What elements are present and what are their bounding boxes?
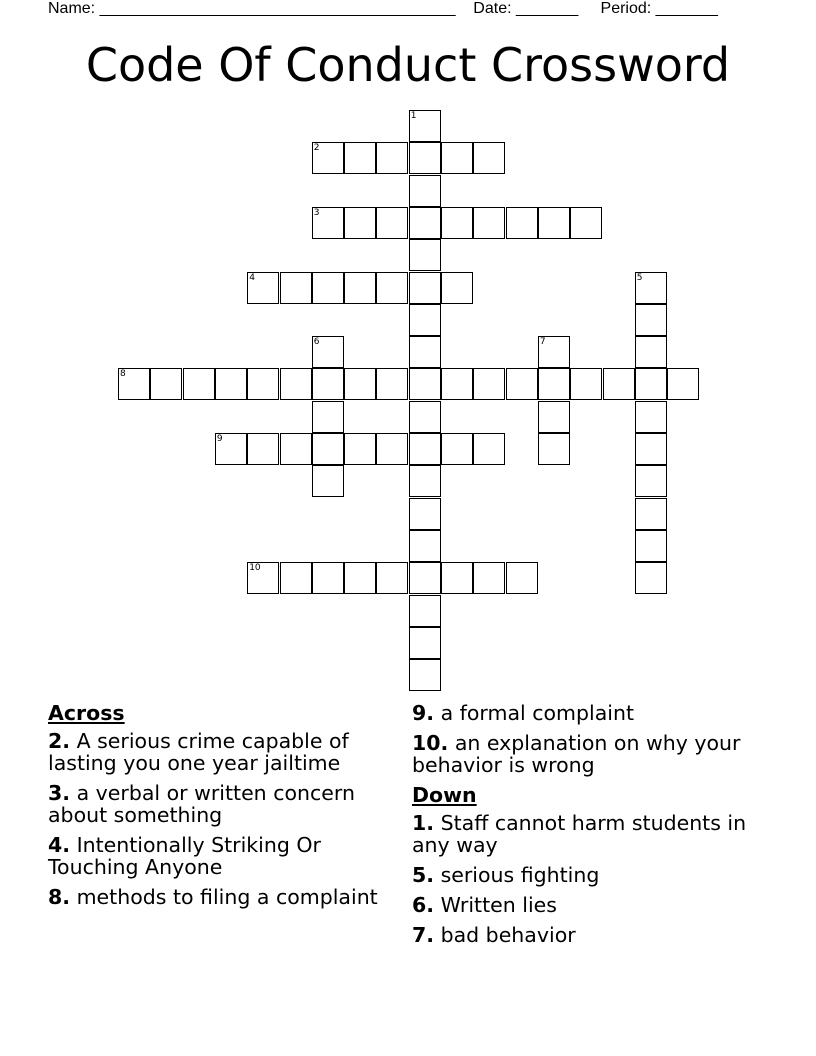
clue-across-3 (48, 782, 408, 826)
grid-cell[interactable] (409, 368, 441, 400)
cell-number: 7 (539, 337, 546, 348)
period-label: Period: (600, 0, 656, 17)
grid-cell[interactable] (635, 336, 667, 368)
grid-cell[interactable] (409, 175, 441, 207)
grid-cell[interactable] (667, 368, 699, 400)
grid-cell[interactable] (441, 272, 473, 304)
clues-right-column (412, 702, 772, 954)
grid-cell[interactable] (538, 433, 570, 465)
grid-cell[interactable] (441, 368, 473, 400)
grid-cell[interactable] (409, 627, 441, 659)
page-title: Code Of Conduct Crossword (85, 38, 731, 92)
cell-number: 5 (636, 272, 643, 283)
grid-cell[interactable] (280, 368, 312, 400)
cell-number: 6 (313, 337, 320, 348)
grid-cell[interactable] (441, 142, 473, 174)
grid-cell[interactable] (344, 368, 376, 400)
clue-across-4 (48, 834, 408, 878)
cell-number: 10 (249, 563, 261, 574)
clue-across-9 (412, 702, 772, 724)
grid-cell[interactable] (473, 207, 505, 239)
grid-cell[interactable] (538, 368, 570, 400)
clue-number: 10. (412, 731, 449, 755)
grid-cell[interactable] (635, 465, 667, 497)
clue-across-8 (48, 886, 408, 908)
grid-cell[interactable] (635, 562, 667, 594)
clue-number: 5. (412, 863, 435, 887)
grid-cell[interactable] (344, 272, 376, 304)
grid-cell[interactable] (441, 562, 473, 594)
grid-cell[interactable] (409, 336, 441, 368)
clue-text: Intentionally Striking Or Touching Anyone (48, 833, 321, 879)
grid-cell[interactable] (409, 239, 441, 271)
grid-cell[interactable] (312, 465, 344, 497)
clue-down-7 (412, 924, 772, 946)
name-field[interactable]: ________________________________________ (99, 0, 456, 17)
grid-cell[interactable] (247, 368, 279, 400)
grid-cell[interactable] (280, 433, 312, 465)
clue-text: a formal complaint (434, 701, 635, 725)
grid-cell[interactable] (409, 530, 441, 562)
clue-text: an explanation on why your behavior is wrong (412, 731, 741, 777)
grid-cell[interactable] (570, 207, 602, 239)
grid-cell[interactable] (409, 465, 441, 497)
grid-cell[interactable] (473, 433, 505, 465)
grid-cell[interactable] (409, 304, 441, 336)
grid-cell[interactable] (183, 368, 215, 400)
clue-text: bad behavior (434, 923, 576, 947)
grid-cell[interactable] (506, 207, 538, 239)
grid-cell[interactable] (376, 433, 408, 465)
grid-cell[interactable] (409, 595, 441, 627)
down-heading: Down (412, 783, 477, 807)
grid-cell[interactable] (473, 142, 505, 174)
clue-number: 6. (412, 893, 435, 917)
grid-cell[interactable] (215, 368, 247, 400)
cell-number: 1 (410, 111, 417, 121)
cell-number: 4 (249, 272, 255, 283)
grid-cell[interactable] (635, 368, 667, 400)
grid-cell[interactable] (473, 562, 505, 594)
grid-cell[interactable] (312, 401, 344, 433)
grid-cell[interactable] (247, 433, 279, 465)
grid-cell[interactable] (441, 207, 473, 239)
grid-cell[interactable] (376, 207, 408, 239)
clue-across-10 (412, 732, 772, 776)
grid-cell[interactable] (280, 562, 312, 594)
grid-cell[interactable] (538, 401, 570, 433)
grid-cell[interactable] (312, 368, 344, 400)
grid-cell[interactable] (409, 433, 441, 465)
cell-number: 9 (216, 434, 223, 444)
grid-cell[interactable] (150, 368, 182, 400)
grid-cell[interactable] (344, 562, 376, 594)
date-field[interactable]: _______ (515, 0, 579, 17)
grid-cell[interactable] (603, 368, 635, 400)
grid-cell[interactable] (409, 498, 441, 530)
grid-cell[interactable] (409, 207, 441, 239)
grid-cell[interactable] (376, 562, 408, 594)
cell-number: 8 (120, 369, 126, 380)
grid-cell[interactable] (409, 272, 441, 304)
clue-number: 9. (412, 701, 435, 725)
clue-text: Written lies (434, 893, 557, 917)
clue-number: 4. (48, 833, 71, 857)
grid-cell[interactable] (344, 142, 376, 174)
grid-cell[interactable] (344, 433, 376, 465)
clue-number: 7. (412, 923, 435, 947)
clue-number: 1. (412, 811, 435, 835)
clue-down-6 (412, 894, 772, 916)
grid-cell[interactable] (635, 401, 667, 433)
grid-cell[interactable] (441, 433, 473, 465)
cell-number: 2 (313, 143, 320, 154)
grid-cell[interactable] (344, 207, 376, 239)
clue-text: serious fighting (434, 863, 600, 887)
grid-cell[interactable] (570, 368, 602, 400)
grid-cell[interactable] (635, 530, 667, 562)
grid-cell[interactable] (635, 498, 667, 530)
grid-cell[interactable] (376, 368, 408, 400)
grid-cell[interactable] (506, 562, 538, 594)
across-heading: Across (48, 701, 125, 725)
clue-across-2 (48, 730, 408, 774)
cell-number: 3 (313, 207, 320, 218)
clue-number: 8. (48, 885, 71, 909)
name-label: Name: (48, 0, 100, 17)
grid-cell[interactable] (376, 272, 408, 304)
grid-cell[interactable] (409, 401, 441, 433)
grid-cell[interactable] (312, 433, 344, 465)
clue-number: 2. (48, 729, 71, 753)
clue-down-5 (412, 864, 772, 886)
grid-cell[interactable] (635, 304, 667, 336)
grid-cell[interactable] (409, 659, 441, 691)
date-label: Date: (473, 0, 516, 17)
grid-cell[interactable] (506, 368, 538, 400)
clue-text: A serious crime capable of lasting you one year jailtime (48, 729, 349, 775)
period-field[interactable]: _______ (655, 0, 718, 17)
clue-text: methods to filing a complaint (70, 885, 378, 909)
grid-cell[interactable] (538, 207, 570, 239)
clue-down-1 (412, 812, 772, 856)
grid-cell[interactable] (409, 142, 441, 174)
grid-cell[interactable] (409, 562, 441, 594)
clue-text: Staff cannot harm students in any way (412, 811, 747, 857)
grid-cell[interactable] (280, 272, 312, 304)
clues-left-column (48, 702, 408, 916)
grid-cell[interactable] (312, 272, 344, 304)
clue-number: 3. (48, 781, 71, 805)
grid-cell[interactable] (635, 433, 667, 465)
clue-text: a verbal or written concern about something (48, 781, 355, 827)
grid-cell[interactable] (376, 142, 408, 174)
grid-cell[interactable] (312, 562, 344, 594)
grid-cell[interactable] (473, 368, 505, 400)
